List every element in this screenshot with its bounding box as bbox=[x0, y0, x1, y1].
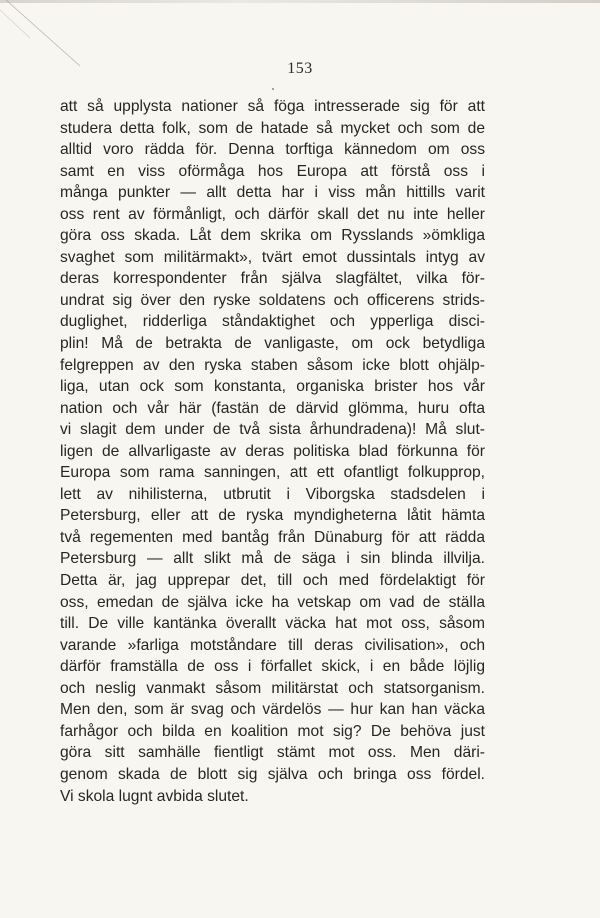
text-line: oss, emedan de själva icke ha vetskap om vad de ställa bbox=[60, 593, 485, 611]
text-line: felgreppen av den ryska staben såsom icke blott ohjälp- bbox=[60, 356, 485, 374]
text-line: göra oss skada. Låt dem skrika om Rysslands »ömkliga bbox=[60, 227, 485, 245]
text-line: ligen de allvarligaste av deras politiska blad förkunna för bbox=[60, 442, 485, 460]
text-line: många punkter — allt detta har i viss mån hittills varit bbox=[60, 184, 485, 202]
text-line: Petersburg, eller att de ryska myndigheterna låtit hämta bbox=[60, 507, 485, 525]
text-line: Men den, som är svag och värdelös — hur kan han väcka bbox=[60, 701, 485, 719]
text-line: duglighet, ridderliga ståndaktighet och ypperliga disci- bbox=[60, 313, 485, 331]
text-line: plin! Må de betrakta de vanligaste, om ock betydliga bbox=[60, 335, 485, 353]
text-line: nation och vår här (fastän de därvid glömma, huru ofta bbox=[60, 399, 485, 417]
text-line: genom skada de blott sig själva och bringa oss fördel. bbox=[60, 765, 485, 783]
text-line: göra sitt samhälle fientligt stämt mot oss. Men däri- bbox=[60, 744, 485, 762]
text-line: undrat sig över den ryske soldatens och officerens strids- bbox=[60, 291, 485, 309]
text-line: vi slagit dem under de två sista århundradena)! Må slut- bbox=[60, 421, 485, 439]
text-line: studera detta folk, som de hatade så mycket och som de bbox=[60, 119, 485, 137]
text-line: deras korrespondenter från själva slagfältet, vilka för- bbox=[60, 270, 485, 288]
text-line: Petersburg — allt slikt må de säga i sin blinda illvilja. bbox=[60, 550, 485, 568]
text-line: två regementen med bantåg från Dünaburg för att rädda bbox=[60, 528, 485, 546]
text-line: och neslig vanmakt såsom militärstat och statsorganism. bbox=[60, 679, 485, 697]
body-text bbox=[60, 96, 485, 807]
text-line: oss rent av förmånligt, och därför skall det nu inte heller bbox=[60, 205, 485, 223]
text-line: Europa som rama sanningen, att ett ofantligt folkupprор, bbox=[60, 464, 485, 482]
text-line: liga, utan ock som konstanta, organiska brister hos vår bbox=[60, 378, 485, 396]
text-line: farhågor och bilda en koalition mot sig? De behöva just bbox=[60, 722, 485, 740]
page-top-edge bbox=[0, 0, 600, 3]
text-line: samt en viss oförmåga hos Europa att förstå oss i bbox=[60, 162, 485, 180]
text-line: Detta är, jag upprepar det, till och med fördelaktigt för bbox=[60, 572, 485, 590]
text-line: svaghet som militärmakt», tvärt emot dussintals intyg av bbox=[60, 248, 485, 266]
ink-speck bbox=[272, 88, 274, 90]
text-line: till. De ville kantänka överallt väcka hat mot oss, såsom bbox=[60, 615, 485, 633]
text-line: varande »farliga motståndare till deras civilisation», och bbox=[60, 636, 485, 654]
text-line: alltid voro rädda för. Denna torftiga kännedom om oss bbox=[60, 141, 485, 159]
text-line: att så upplysta nationer så föga intresserade sig för att bbox=[60, 98, 485, 115]
page-number: 153 bbox=[287, 60, 313, 77]
text-line: därför framställa de oss i förfallet skick, i en både löjlig bbox=[60, 658, 485, 676]
text-line: lett av nihilisterna, utbrutit i Viborgska stadsdelen i bbox=[60, 485, 485, 503]
text-line: Vi skola lugnt avbida slutet. bbox=[60, 787, 249, 805]
